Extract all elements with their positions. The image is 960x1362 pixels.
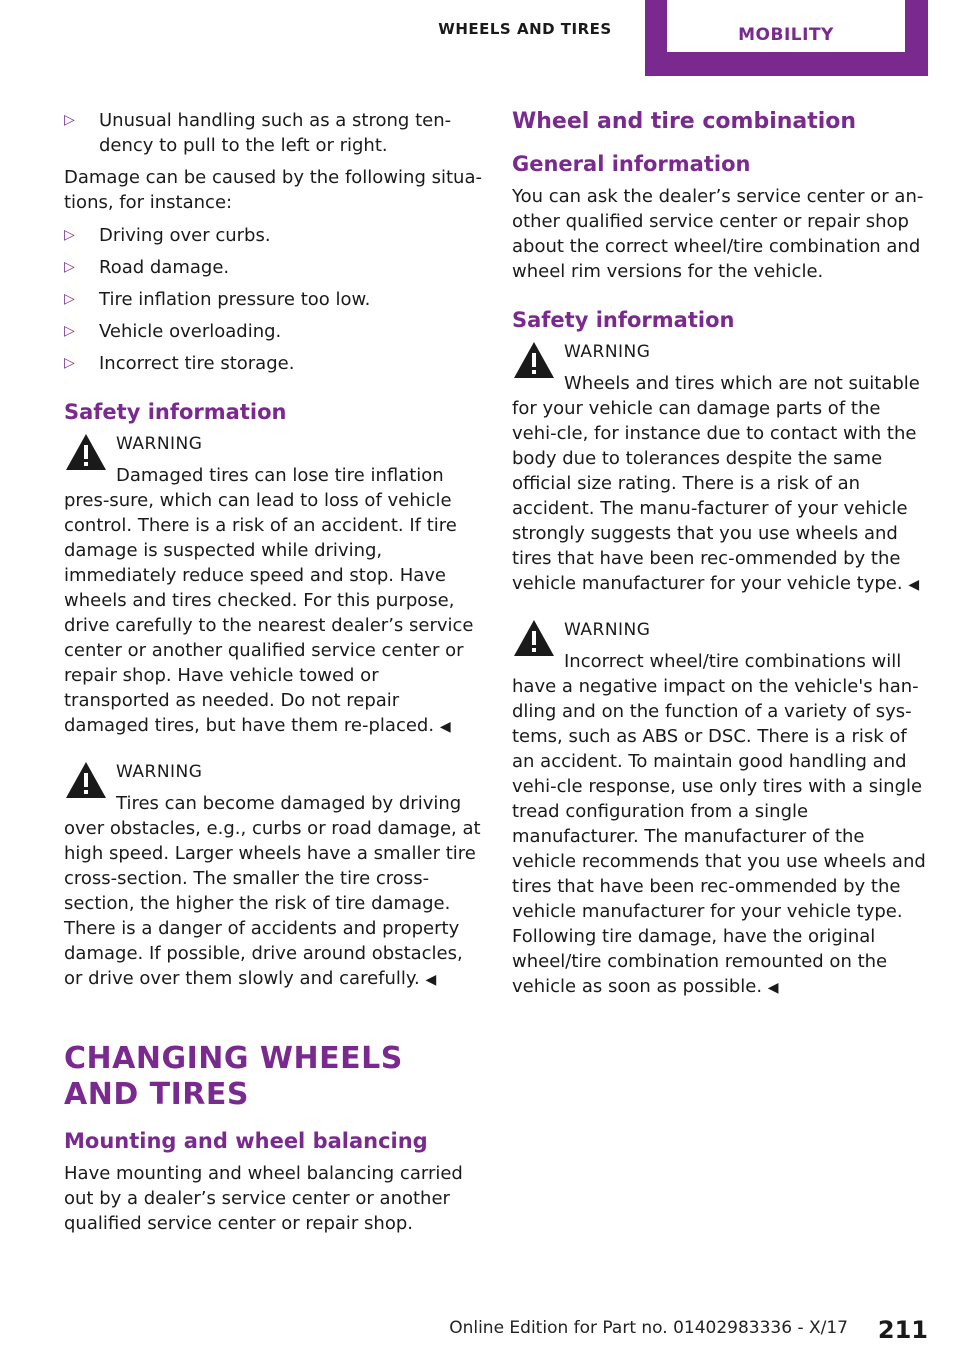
warning-label: WARNING (564, 342, 651, 362)
page-number: 211 (877, 1316, 928, 1344)
list-item: ▷ Driving over curbs. (64, 225, 271, 246)
warning-text: Damaged tires can lose tire inflation pres‐sure, which can lead to loss of vehicle control. There is a risk of an accident. If tire damage is suspected while driving, immediately reduce speed and stop. Have wheels and tires checked. For this purpose, drive carefully to the nearest dealer’s service center or another qualified service center or repair shop. Have vehicle towed or transported as needed. Do not repair damaged tires, but have them re‐placed. ◀ (64, 465, 474, 736)
warning-block (512, 618, 927, 1001)
combination-heading: Wheel and tire combination (512, 109, 857, 134)
running-header-section: WHEELS AND TIRES (438, 20, 612, 38)
list-item: ▷ Unusual handling such as a strong ten‐dency to pull to the left or right. (64, 110, 452, 156)
list-item: ▷ Tire inflation pressure too low. (64, 289, 371, 310)
warning-triangle-icon (64, 432, 108, 472)
warning-label: WARNING (564, 620, 651, 640)
warning-text: Wheels and tires which are not suitable for your vehicle can damage parts of the vehi‐cle, for instance due to contact with the body due to tolerances despite the same official size rating. There is a risk of an accident. The manu‐facturer of your vehicle strongly suggests that you use wheels and tires that have been rec‐ommended by the vehicle manufacturer for your vehicle type. ◀ (512, 373, 920, 594)
warning-text: Tires can become damaged by driving over obstacles, e.g., curbs or road damage, at high speed. Larger wheels have a smaller tire cross-section. The smaller the tire cross-section, the higher the risk of tire damage. There is a danger of accidents and property damage. If possible, drive around obstacles, or drive over them slowly and carefully. ◀ (64, 793, 481, 989)
warning-label: WARNING (116, 762, 203, 782)
list-item: ▷ Vehicle overloading. (64, 321, 282, 342)
bullet-arrow-icon: ▷ (64, 112, 75, 128)
chapter-tab (645, 0, 928, 76)
changing-wheels-heading: CHANGING WHEELS AND TIRES (64, 1041, 403, 1112)
mounting-heading: Mounting and wheel balancing (64, 1129, 428, 1153)
warning-block (64, 432, 484, 740)
end-mark-icon: ◀ (439, 719, 451, 735)
warning-block (512, 340, 927, 598)
right-column (512, 108, 927, 1021)
bullet-arrow-icon: ▷ (64, 355, 75, 371)
warning-triangle-icon (512, 340, 556, 380)
warning-triangle-icon (64, 760, 108, 800)
general-info-heading: General information (512, 152, 751, 176)
mounting-text: Have mounting and wheel balancing carried out by a dealer’s service center or another qualified service center or repair shop. (64, 1163, 463, 1234)
list-item: ▷ Road damage. (64, 257, 230, 278)
end-mark-icon: ◀ (908, 577, 920, 593)
footer-edition: Online Edition for Part no. 01402983336 - X/17 (449, 1318, 848, 1338)
warning-text: Incorrect wheel/tire combinations will have a negative impact on the vehicle's han‐dling and on the function of a variety of sys‐tems, such as ABS or DSC. There is a risk of an accident. To maintain good handling and vehi‐cle response, use only tires with a single tread configuration from a single manufacturer. The manufacturer of the vehicle recommends that you use wheels and tires that have been rec‐ommended by the vehicle manufacturer for your vehicle type. Following tire damage, have the original wheel/tire combination remounted on the vehicle as soon as possible. ◀ (512, 651, 926, 997)
damage-cause-list (64, 223, 484, 376)
bullet-arrow-icon: ▷ (64, 323, 75, 339)
warning-triangle-icon (512, 618, 556, 658)
end-mark-icon: ◀ (767, 980, 779, 996)
bullet-arrow-icon: ▷ (64, 259, 75, 275)
warning-block (64, 760, 484, 993)
general-info-text: You can ask the dealer’s service center or an‐other qualified service center or repair shop about the correct wheel/tire combination and wheel rim versions for the vehicle. (512, 186, 924, 282)
damage-intro: Damage can be caused by the following situa‐tions, for instance: (64, 167, 482, 213)
left-column (64, 108, 484, 1244)
symptom-list (64, 108, 484, 158)
bullet-arrow-icon: ▷ (64, 291, 75, 307)
safety-heading: Safety information (512, 308, 735, 332)
chapter-tab-label: MOBILITY (667, 0, 905, 52)
end-mark-icon: ◀ (425, 972, 437, 988)
warning-label: WARNING (116, 434, 203, 454)
safety-heading: Safety information (64, 400, 287, 424)
bullet-arrow-icon: ▷ (64, 227, 75, 243)
list-item: ▷ Incorrect tire storage. (64, 353, 295, 374)
